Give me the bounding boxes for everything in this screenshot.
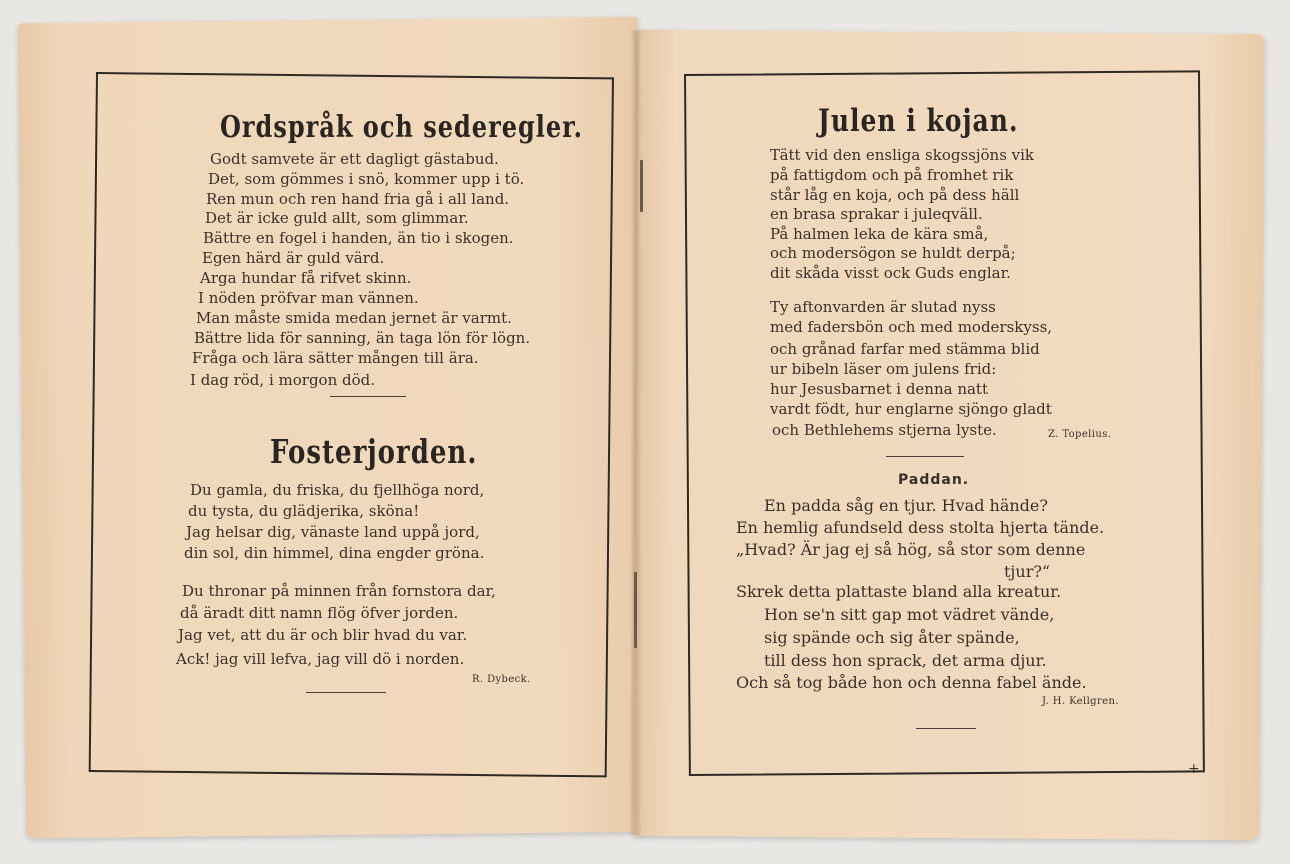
- proverb-line: Det är icke guld allt, som glimmar.: [205, 209, 469, 227]
- poem-line: på fattigdom och på fromhet rik: [770, 166, 1014, 184]
- booklet-spine: [630, 30, 642, 835]
- fable-line: Hon se'n sitt gap mot vädret vände,: [764, 605, 1055, 624]
- proverb-line: I nöden pröfvar man vännen.: [198, 289, 419, 307]
- proverb-line: Egen härd är guld värd.: [202, 249, 385, 267]
- proverb-line: Godt samvete är ett dagligt gästabud.: [210, 150, 499, 168]
- poem-line: och grånad farfar med stämma blid: [770, 340, 1040, 358]
- fable-line: „Hvad? Är jag ej så hög, så stor som denne: [736, 540, 1086, 559]
- poem-line: och modersögon se huldt derpå;: [770, 244, 1016, 262]
- poem-line: dit skåda visst ock Guds englar.: [770, 264, 1011, 282]
- poem-line: Jag helsar dig, vänaste land uppå jord,: [186, 523, 480, 541]
- section-divider: [306, 692, 386, 693]
- poem-line: står låg en koja, och på dess häll: [770, 186, 1020, 204]
- fable-line: Skrek detta plattaste bland alla kreatur.: [736, 582, 1062, 601]
- staple-top: [640, 160, 643, 212]
- julen-title: Julen i kojan.: [818, 102, 1019, 139]
- corner-cross-mark: +: [1188, 761, 1200, 777]
- poem-line: och Bethlehems stjerna lyste.: [772, 421, 997, 439]
- fosterjorden-title: Fosterjorden.: [270, 434, 478, 472]
- poem-line: med fadersbön och med moderskyss,: [770, 318, 1053, 336]
- proverb-line: Man måste smida medan jernet är varmt.: [196, 309, 512, 327]
- poem-line: hur Jesusbarnet i denna natt: [770, 380, 988, 398]
- fable-line: Och så tog både hon och denna fabel ände.: [736, 673, 1087, 692]
- fable-line: till dess hon sprack, det arma djur.: [764, 651, 1047, 670]
- poem-line: din sol, din himmel, dina engder gröna.: [184, 544, 485, 562]
- poem-line: en brasa sprakar i juleqväll.: [770, 205, 983, 223]
- proverb-line: Fråga och lära sätter mången till ära.: [192, 349, 479, 367]
- author-credit: Z. Topelius.: [1048, 429, 1112, 440]
- poem-line: Du thronar på minnen från fornstora dar,: [182, 582, 496, 600]
- fable-line: En padda såg en tjur. Hvad hände?: [764, 496, 1048, 515]
- fable-line: sig spände och sig åter spände,: [764, 628, 1020, 647]
- author-credit: J. H. Kellgren.: [1042, 696, 1119, 707]
- section-divider: [886, 456, 964, 457]
- poem-line: Jag vet, att du är och blir hvad du var.: [178, 626, 468, 644]
- fable-line: En hemlig afundseld dess stolta hjerta tände.: [736, 518, 1105, 537]
- proverb-line: Ren mun och ren hand fria gå i all land.: [206, 190, 510, 208]
- poem-line: Ack! jag vill lefva, jag vill dö i norden.: [176, 650, 465, 668]
- proverb-line: Arga hundar få rifvet skinn.: [200, 269, 412, 287]
- poem-line: då äradt ditt namn flög öfver jorden.: [180, 604, 459, 622]
- proverbs-title: Ordspråk och sederegler.: [220, 108, 583, 145]
- staple-bottom: [634, 572, 637, 648]
- poem-line: Du gamla, du friska, du fjellhöga nord,: [190, 481, 485, 499]
- poem-line: vardt födt, hur englarne sjöngo gladt: [770, 400, 1052, 418]
- poem-line: du tysta, du glädjerika, sköna!: [188, 502, 420, 520]
- section-divider: [916, 728, 976, 729]
- poem-line: ur bibeln läser om julens frid:: [770, 360, 997, 378]
- author-credit: R. Dybeck.: [472, 674, 531, 685]
- proverb-line: Bättre en fogel i handen, än tio i skogen.: [203, 229, 514, 247]
- proverb-line: I dag röd, i morgon död.: [190, 371, 376, 389]
- fable-line: tjur?“: [1004, 562, 1051, 581]
- proverb-line: Bättre lida för sanning, än taga lön för lögn.: [194, 329, 531, 347]
- paddan-title: Paddan.: [898, 472, 970, 488]
- poem-line: Ty aftonvarden är slutad nyss: [770, 298, 996, 316]
- proverb-line: Det, som gömmes i snö, kommer upp i tö.: [208, 170, 525, 188]
- section-divider: [330, 396, 406, 397]
- poem-line: På halmen leka de kära små,: [770, 225, 989, 243]
- poem-line: Tätt vid den ensliga skogssjöns vik: [770, 146, 1035, 164]
